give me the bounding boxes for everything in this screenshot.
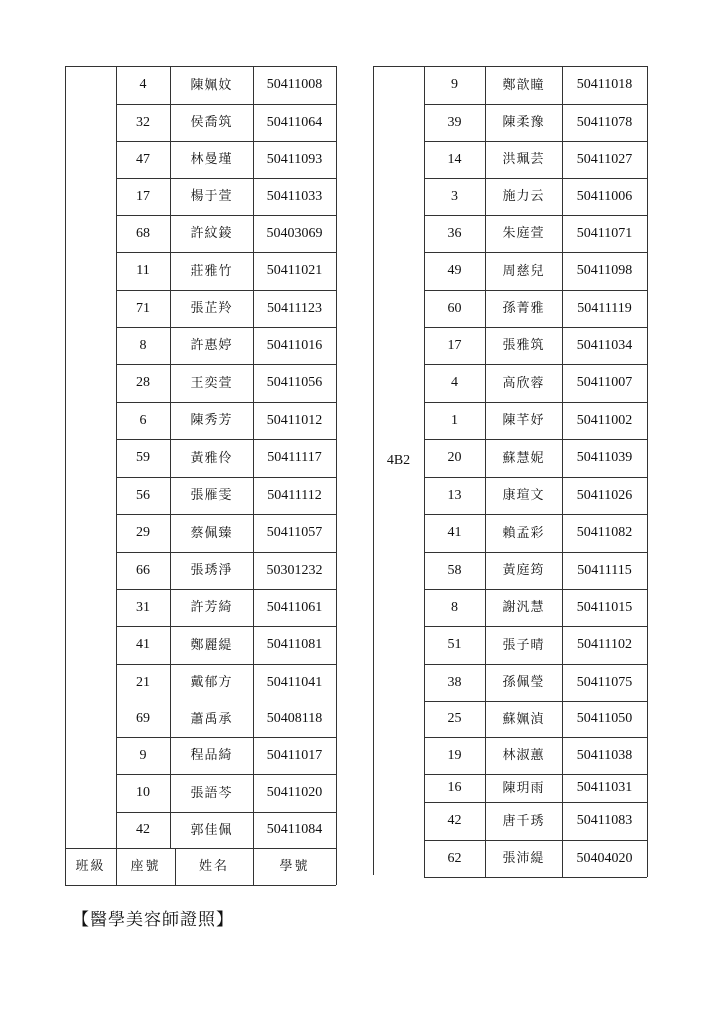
seat-number: 49 <box>447 263 462 278</box>
seat-number: 9 <box>451 77 458 92</box>
seat-number: 66 <box>136 562 150 578</box>
student-name: 孫菁雅 <box>502 301 545 316</box>
student-name: 程品綺 <box>190 748 233 763</box>
student-id: 50411093 <box>266 151 323 167</box>
seat-number: 21 <box>136 674 150 690</box>
student-name: 陳玥雨 <box>502 780 545 796</box>
seat-number: 3 <box>451 188 458 204</box>
student-id: 50411057 <box>266 525 323 540</box>
student-id: 50411115 <box>577 562 632 578</box>
student-id: 50403069 <box>266 225 323 241</box>
student-id: 50411012 <box>266 412 323 428</box>
seat-number: 56 <box>136 487 150 503</box>
student-id: 50411041 <box>266 674 323 690</box>
header-id: 學號 <box>279 859 310 874</box>
student-name: 張雁雯 <box>190 488 233 503</box>
student-id: 50411016 <box>266 337 323 353</box>
student-id: 50411071 <box>576 225 633 241</box>
student-name: 康瑄文 <box>502 488 545 503</box>
seat-number: 25 <box>447 711 462 726</box>
student-name: 陳秀芳 <box>190 413 233 428</box>
student-id: 50411015 <box>576 599 633 615</box>
student-name: 許芳綺 <box>190 600 233 615</box>
student-id: 50411039 <box>576 450 633 465</box>
seat-number: 38 <box>447 674 462 690</box>
student-id: 50411078 <box>576 114 633 130</box>
seat-number: 60 <box>447 300 462 316</box>
student-id: 50411033 <box>266 188 323 204</box>
student-name: 林曼瑾 <box>190 152 233 167</box>
seat-number: 51 <box>447 637 462 652</box>
student-id: 50411007 <box>576 375 633 390</box>
student-id: 50411084 <box>266 822 323 837</box>
seat-number: 17 <box>136 188 150 204</box>
student-id: 50411064 <box>266 114 323 130</box>
student-name: 朱庭萱 <box>502 226 545 241</box>
student-id: 50411083 <box>576 813 633 828</box>
student-id: 50411123 <box>267 300 322 316</box>
seat-number: 20 <box>447 450 462 465</box>
seat-number: 8 <box>139 337 147 353</box>
seat-number: 14 <box>447 151 462 167</box>
seat-number: 1 <box>451 412 458 428</box>
student-name: 黃雅伶 <box>190 450 233 466</box>
seat-number: 9 <box>139 747 147 763</box>
student-name: 周慈兒 <box>502 263 545 279</box>
class-label: 4B2 <box>386 453 411 468</box>
table-vertical-rule <box>336 66 337 885</box>
student-id: 50411075 <box>576 674 633 690</box>
student-id: 50411034 <box>576 337 633 353</box>
student-name: 王奕萱 <box>190 375 233 391</box>
student-name: 洪珮芸 <box>502 152 545 167</box>
seat-number: 41 <box>136 637 150 652</box>
table-horizontal-rule <box>373 66 424 67</box>
student-id: 50411026 <box>576 487 633 503</box>
seat-number: 13 <box>447 487 462 503</box>
seat-number: 4 <box>139 77 147 92</box>
seat-number: 4 <box>451 375 458 390</box>
seat-number: 42 <box>447 813 462 828</box>
student-name: 蘇姵湞 <box>502 711 545 727</box>
seat-number: 39 <box>447 114 462 130</box>
seat-number: 6 <box>139 412 147 428</box>
student-name: 蔡佩臻 <box>190 525 233 541</box>
student-id: 50411050 <box>576 711 633 726</box>
student-name: 張沛緹 <box>502 851 545 866</box>
section-heading: 【醫學美容師證照】 <box>72 910 234 930</box>
table-horizontal-rule <box>424 877 647 878</box>
seat-number: 19 <box>447 747 462 763</box>
student-name: 陳柔豫 <box>502 115 545 130</box>
student-name: 楊于萱 <box>190 189 233 204</box>
table-horizontal-rule <box>65 885 336 886</box>
student-name: 謝汎慧 <box>502 600 545 615</box>
student-name: 陳姵妏 <box>190 77 233 93</box>
student-id: 50411018 <box>576 77 633 92</box>
student-name: 許紋錂 <box>190 226 233 241</box>
student-name: 郭佳佩 <box>190 822 233 838</box>
seat-number: 11 <box>136 263 150 278</box>
student-id: 50411038 <box>576 747 633 763</box>
student-name: 戴郁方 <box>190 675 233 690</box>
student-id: 50404020 <box>576 850 633 866</box>
student-name: 侯喬筑 <box>190 115 233 130</box>
student-name: 蘇慧妮 <box>502 450 545 466</box>
student-id: 50411017 <box>266 747 323 763</box>
student-name: 張琇淨 <box>190 563 233 578</box>
seat-number: 59 <box>136 450 150 465</box>
student-name: 張雅筑 <box>502 338 545 353</box>
seat-number: 69 <box>136 711 150 726</box>
seat-number: 58 <box>447 562 462 578</box>
student-id: 50411081 <box>266 637 323 652</box>
seat-number: 47 <box>136 151 150 167</box>
student-name: 張子晴 <box>502 637 545 653</box>
header-seat: 座號 <box>130 859 161 874</box>
seat-number: 62 <box>447 850 462 866</box>
student-id: 50411056 <box>266 375 323 390</box>
table-vertical-rule <box>65 66 66 885</box>
student-id: 50411002 <box>576 412 633 428</box>
student-id: 50411021 <box>266 263 323 278</box>
student-name: 莊雅竹 <box>190 263 233 279</box>
seat-number: 42 <box>136 822 150 837</box>
seat-number: 41 <box>447 525 462 540</box>
seat-number: 16 <box>447 780 462 795</box>
student-name: 張芷羚 <box>190 301 233 316</box>
seat-number: 17 <box>447 337 462 353</box>
seat-number: 36 <box>447 225 462 241</box>
student-id: 50301232 <box>266 562 323 578</box>
student-id: 50411117 <box>267 450 322 465</box>
student-id: 50411119 <box>577 300 632 316</box>
student-id: 50411006 <box>576 188 633 204</box>
header-name: 姓名 <box>198 859 229 874</box>
student-name: 黃庭筠 <box>502 563 545 578</box>
student-name: 蕭禹承 <box>190 711 233 727</box>
student-name: 許惠婷 <box>190 338 233 353</box>
seat-number: 32 <box>136 114 150 130</box>
seat-number: 31 <box>136 599 150 615</box>
student-name: 鄭歆瞳 <box>502 77 545 93</box>
student-id: 50411082 <box>576 525 633 540</box>
student-name: 高欣蓉 <box>502 375 545 391</box>
student-name: 施力云 <box>502 189 545 204</box>
student-name: 孫佩瑩 <box>502 675 545 690</box>
seat-number: 71 <box>136 300 150 316</box>
student-id: 50411112 <box>267 487 322 503</box>
student-id: 50411031 <box>576 780 633 795</box>
table-vertical-rule <box>647 66 648 877</box>
header-class: 班級 <box>75 859 106 874</box>
seat-number: 10 <box>136 785 150 800</box>
student-id: 50411008 <box>266 77 323 92</box>
student-name: 賴孟彩 <box>502 525 545 541</box>
student-name: 林淑蕙 <box>502 748 545 763</box>
seat-number: 29 <box>136 525 150 540</box>
student-id: 50411061 <box>266 599 323 615</box>
student-name: 唐千琇 <box>502 813 545 829</box>
seat-number: 8 <box>451 599 458 615</box>
student-id: 50411027 <box>576 151 633 167</box>
seat-number: 68 <box>136 225 150 241</box>
student-id: 50411020 <box>266 785 323 800</box>
student-id: 50408118 <box>266 711 323 726</box>
student-name: 陳芊妤 <box>502 413 545 428</box>
student-name: 鄭麗緹 <box>190 637 233 653</box>
student-id: 50411102 <box>577 637 632 652</box>
student-name: 張語芩 <box>190 785 233 801</box>
seat-number: 28 <box>136 375 150 390</box>
student-id: 50411098 <box>576 263 633 278</box>
